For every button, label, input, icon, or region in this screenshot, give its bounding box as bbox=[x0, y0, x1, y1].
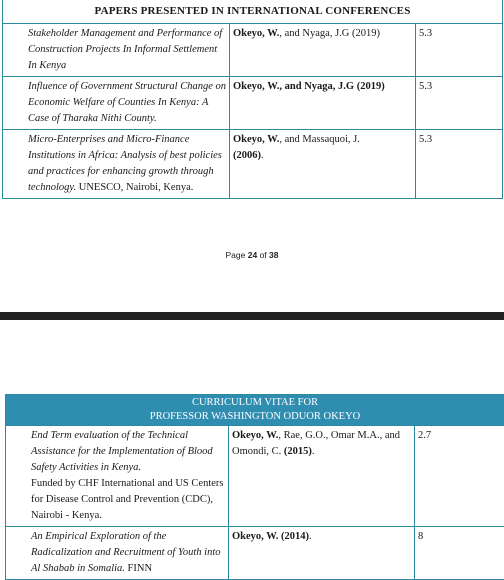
author-year: (2015) bbox=[284, 446, 312, 457]
authors-cell: Okeyo, W., and Massaquoi, J. (2006). bbox=[230, 130, 416, 199]
cv-title-line1: CURRICULUM VITAE FOR bbox=[8, 396, 502, 410]
conference-papers-table bbox=[2, 0, 503, 199]
paper-title: An Empirical Exploration of the Radicalization and Recruitment of Youth into Al Shabab in Somalia. bbox=[31, 531, 220, 574]
author-bold: Okeyo, W. bbox=[233, 134, 279, 145]
paper-title-cell bbox=[6, 527, 229, 580]
table-row bbox=[6, 527, 504, 580]
authors-cell bbox=[229, 527, 415, 580]
paper-title: Stakeholder Management and Performance of Construction Projects In Informal Settlement In Kenya bbox=[28, 28, 222, 71]
value-cell: 5.3 bbox=[416, 24, 503, 77]
value-cell: 5.3 bbox=[416, 77, 503, 130]
page-number: Page 24 of 38 bbox=[0, 250, 504, 260]
author-bold: Okeyo, W. bbox=[233, 28, 279, 39]
paper-title: Micro-Enterprises and Micro-Finance Institutions in Africa: Analysis of best policies and practices for enhancing growth through technology. bbox=[28, 134, 222, 193]
value-cell: 8 bbox=[415, 527, 504, 580]
section-heading: PAPERS PRESENTED IN INTERNATIONAL CONFERENCES bbox=[3, 0, 503, 24]
row-number bbox=[6, 79, 28, 95]
page-separator bbox=[0, 312, 504, 320]
author-rest: , and Nyaga, J.G (2019) bbox=[279, 28, 380, 39]
page-current: 24 bbox=[248, 250, 257, 260]
row-number bbox=[6, 26, 28, 42]
paper-title: End Term evaluation of the Technical Assistance for the Implementation of Blood Safety Activities in Kenya. bbox=[31, 430, 213, 473]
row-number bbox=[6, 132, 28, 148]
row-number bbox=[9, 529, 31, 545]
authors-cell bbox=[230, 24, 416, 77]
paper-funding: Funded by CHF International and US Centers for Disease Control and Prevention (CDC), Nairobi - Kenya. bbox=[31, 478, 223, 521]
authors-cell bbox=[230, 77, 416, 130]
cv-continued-table bbox=[5, 394, 504, 580]
author-bold: Okeyo, W., and Nyaga, J.G (2019) bbox=[233, 81, 385, 92]
author-bold: Okeyo, W. (2014) bbox=[232, 531, 309, 542]
row-number bbox=[9, 428, 31, 444]
paper-title-cell bbox=[3, 24, 230, 77]
table-row bbox=[3, 77, 503, 130]
paper-title-cell bbox=[3, 130, 230, 199]
author-rest: , Rae, G.O., Omar M.A., and Omondi, C. bbox=[232, 430, 400, 457]
author-rest: , and Massaquoi, J. bbox=[279, 134, 360, 145]
value-cell: 5.3 bbox=[416, 130, 503, 199]
cv-header-banner bbox=[6, 395, 504, 426]
paper-venue: FINN bbox=[125, 563, 152, 574]
paper-title-cell bbox=[3, 77, 230, 130]
authors-cell: Okeyo, W., Rae, G.O., Omar M.A., and Omondi, C. (2015). bbox=[229, 426, 415, 527]
author-rest: . bbox=[309, 531, 312, 542]
table-row bbox=[3, 24, 503, 77]
document-page-25 bbox=[0, 320, 504, 567]
paper-title-cell bbox=[6, 426, 229, 527]
page-total: 38 bbox=[269, 250, 278, 260]
table-row bbox=[6, 426, 504, 527]
table-row bbox=[3, 130, 503, 199]
paper-title: Influence of Government Structural Change on Economic Welfare of Counties In Kenya: A Case of Tharaka Nithi County. bbox=[28, 81, 226, 124]
paper-venue: UNESCO, Nairobi, Kenya. bbox=[76, 182, 193, 193]
value-cell: 2.7 bbox=[415, 426, 504, 527]
author-year: (2006) bbox=[233, 150, 261, 161]
author-bold: Okeyo, W. bbox=[232, 430, 278, 441]
cv-title-line2: PROFESSOR WASHINGTON ODUOR OKEYO bbox=[8, 410, 502, 424]
